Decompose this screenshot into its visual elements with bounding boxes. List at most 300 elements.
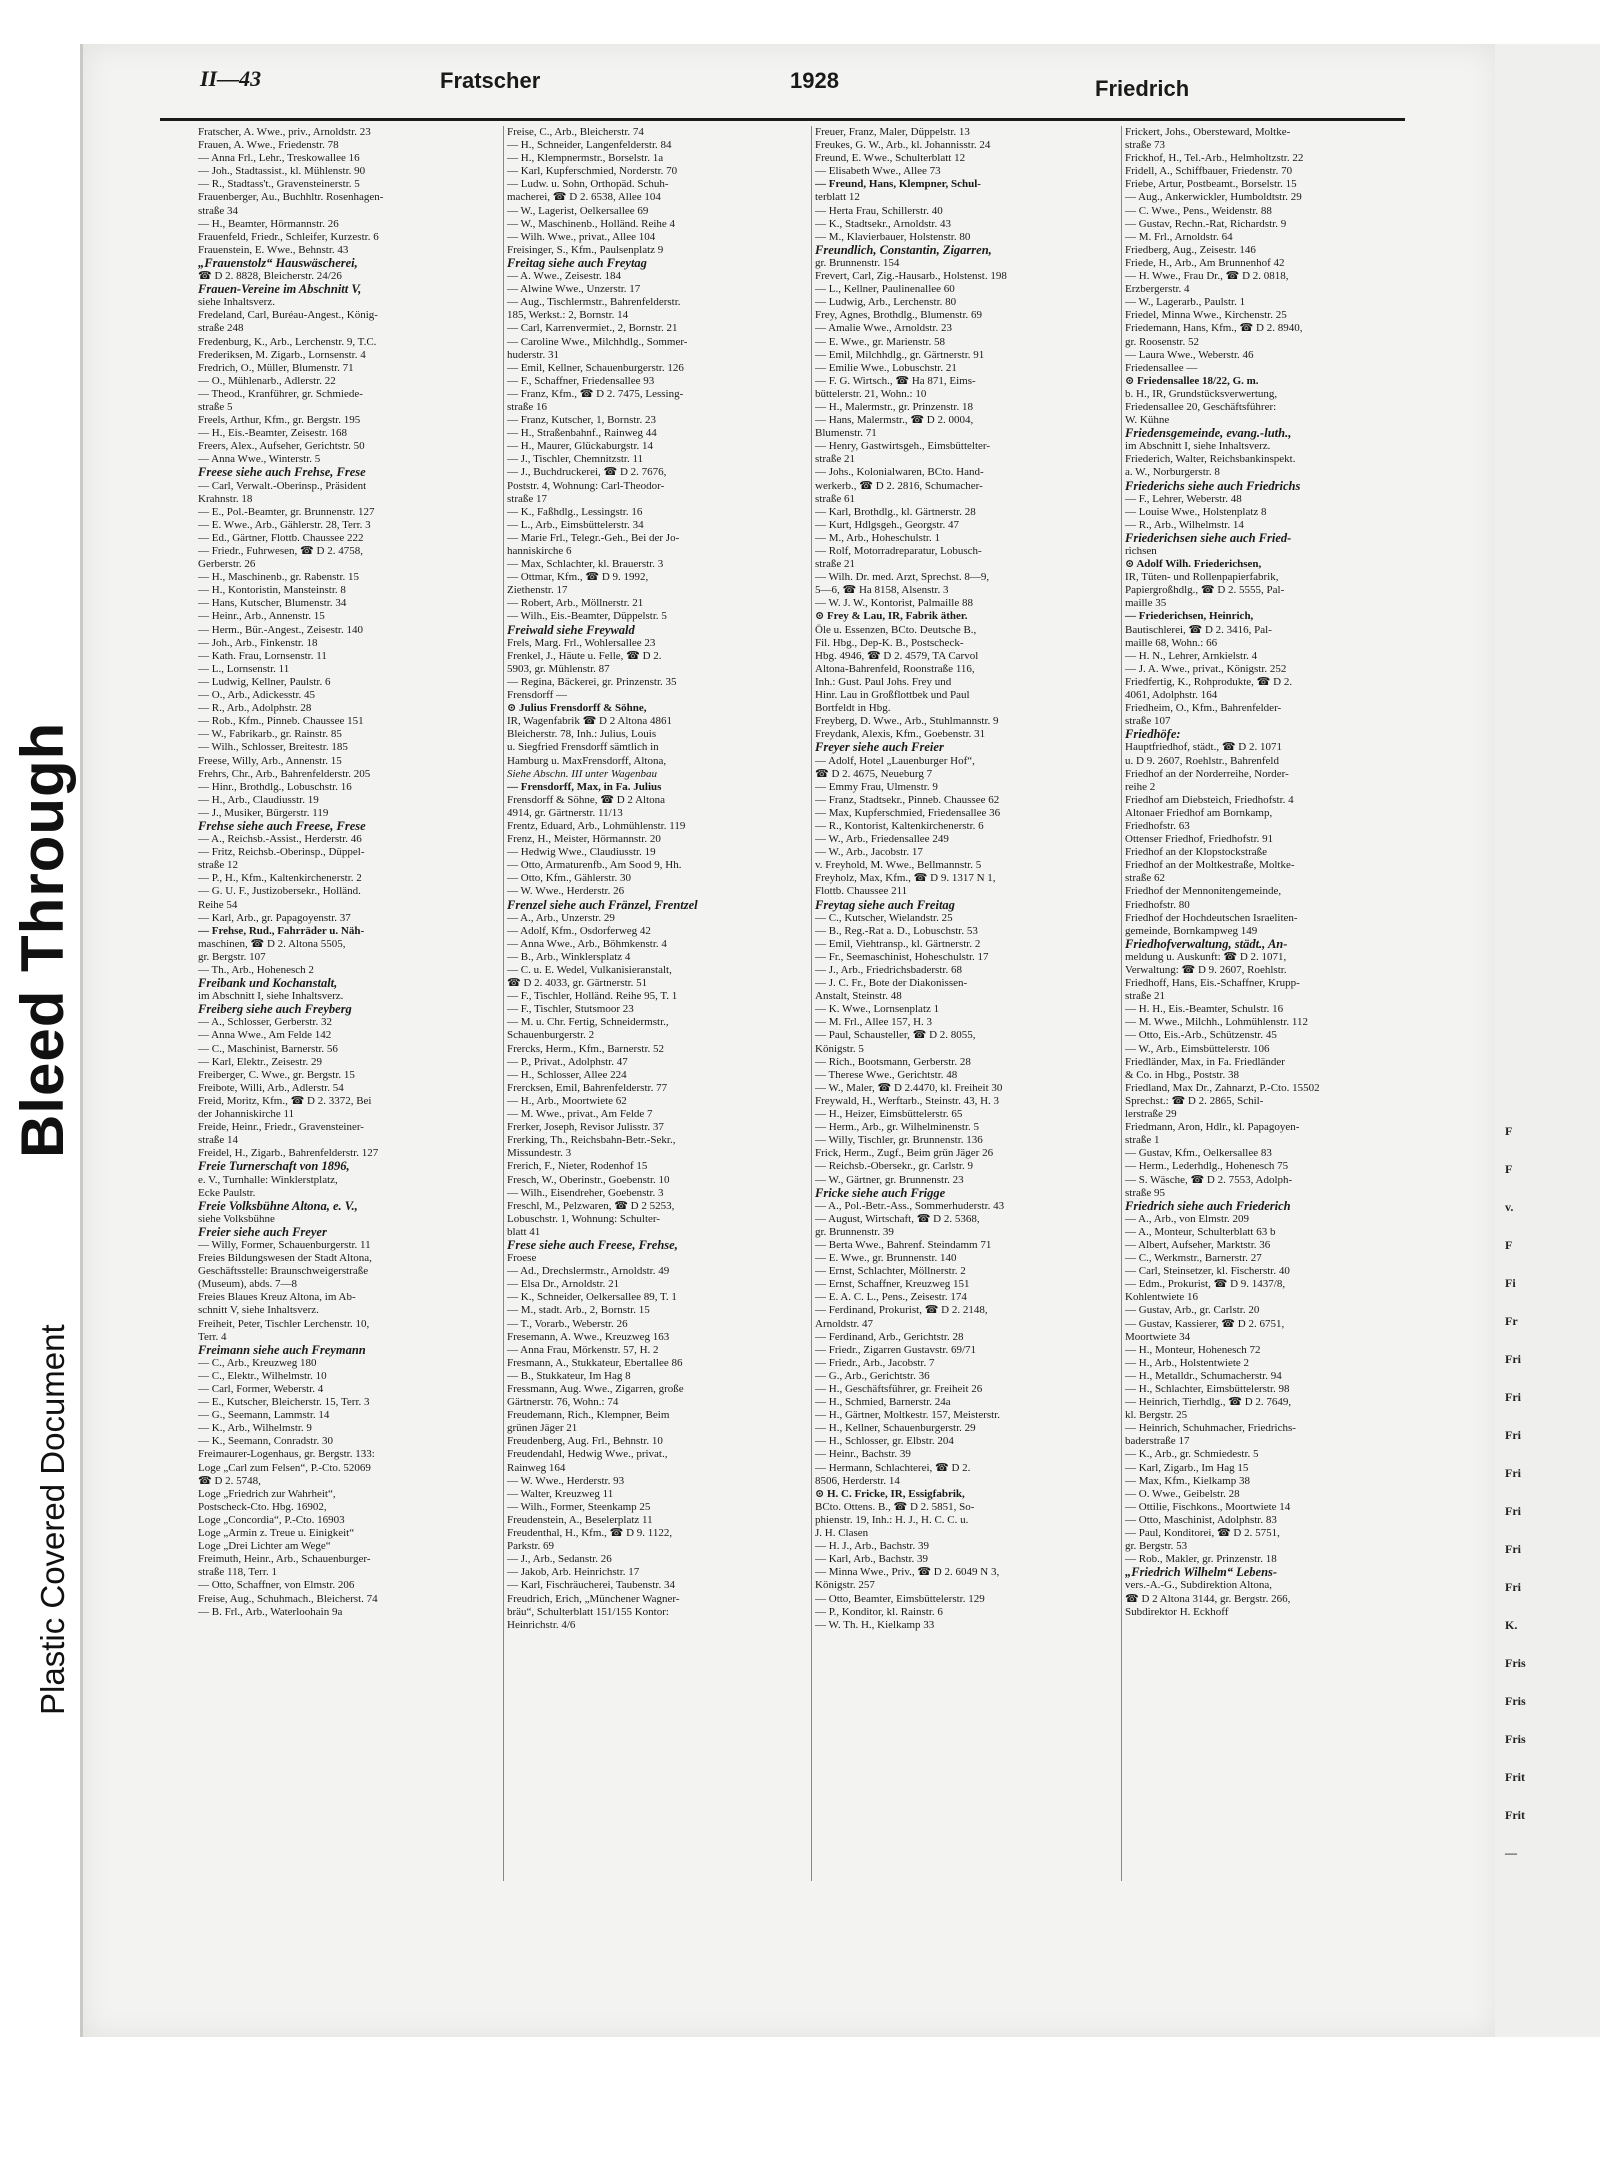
directory-entry: — H., Klempnermstr., Borselstr. 1a bbox=[507, 152, 664, 165]
directory-entry: — Anna Frl., Lehr., Treskowallee 16 bbox=[198, 152, 360, 165]
directory-entry: — Franz, Kutscher, 1, Bornstr. 23 bbox=[507, 414, 656, 427]
directory-entry: — C., Kutscher, Wielandstr. 25 bbox=[815, 911, 953, 924]
directory-entry: Loge „Drei Lichter am Wege“ bbox=[198, 1540, 331, 1553]
directory-entry: Freund, E. Wwe., Schulterblatt 12 bbox=[815, 152, 966, 165]
directory-entry: Freiheit, Peter, Tischler Lerchenstr. 10, bbox=[198, 1317, 370, 1330]
directory-entry: — H., Metalldr., Schumacherstr. 94 bbox=[1125, 1369, 1282, 1382]
directory-entry: 4061, Adolphstr. 164 bbox=[1125, 689, 1218, 702]
directory-entry: Frauenstein, E. Wwe., Behnstr. 43 bbox=[198, 243, 349, 256]
directory-entry: Friedländer, Max, in Fa. Friedländer bbox=[1125, 1055, 1285, 1068]
directory-entry: — Anna Wwe., Am Felde 142 bbox=[198, 1029, 332, 1042]
directory-entry: — C., Maschinist, Barnerstr. 56 bbox=[198, 1042, 338, 1055]
directory-entry: Freie Volksbühne Altona, e. V., bbox=[198, 1199, 358, 1213]
directory-entry: Freudendahl, Hedwig Wwe., privat., bbox=[507, 1448, 668, 1461]
directory-entry: Freimaurer-Logenhaus, gr. Bergstr. 133: bbox=[198, 1448, 375, 1461]
directory-entry: — M., stadt. Arb., 2, Bornstr. 15 bbox=[507, 1304, 650, 1317]
directory-entry: Frenkel, J., Häute u. Felle, ☎ D 2. bbox=[507, 649, 662, 662]
directory-entry: Königstr. 257 bbox=[815, 1579, 875, 1592]
directory-entry: — Gustav, Arb., gr. Carlstr. 20 bbox=[1125, 1304, 1260, 1317]
directory-entry: — Ottmar, Kfm., ☎ D 9. 1992, bbox=[507, 571, 649, 584]
directory-entry: Frevert, Carl, Zig.-Hausarb., Holstenst. 198 bbox=[815, 270, 1007, 283]
directory-entry: — E. Wwe., gr. Marienstr. 58 bbox=[815, 335, 945, 348]
directory-entry: Reihe 54 bbox=[198, 898, 238, 911]
directory-entry: — J., Tischler, Chemnitzstr. 11 bbox=[507, 453, 644, 466]
directory-entry: Fresmann, A., Stukkateur, Ebertallee 86 bbox=[507, 1356, 683, 1369]
directory-entry: — C., Werkmstr., Barnerstr. 27 bbox=[1125, 1252, 1262, 1265]
directory-entry: — W. Wwe., Herderstr. 93 bbox=[507, 1474, 625, 1487]
directory-entry: — H., Geschäftsführer, gr. Freiheit 26 bbox=[815, 1383, 983, 1395]
directory-entry: — J., Arb., Friedrichsbaderstr. 68 bbox=[815, 964, 962, 976]
directory-entry: — Ludwig, Arb., Lerchenstr. 80 bbox=[815, 296, 957, 309]
directory-entry: — W., Arb., Friedensallee 249 bbox=[815, 833, 949, 846]
directory-entry: Frickert, Johs., Obersteward, Moltke- bbox=[1125, 126, 1291, 138]
directory-entry: Freydank, Alexis, Kfm., Goebenstr. 31 bbox=[815, 728, 986, 741]
directory-entry: Frickhof, H., Tel.-Arb., Helmholtzstr. 22 bbox=[1125, 152, 1304, 165]
directory-entry: Terr. 4 bbox=[198, 1330, 227, 1343]
directory-entry: — A., Reichsb.-Assist., Herderstr. 46 bbox=[198, 833, 362, 846]
directory-entry: — H., Kellner, Schauenburgerstr. 29 bbox=[815, 1422, 976, 1435]
column-1 bbox=[198, 126, 503, 1886]
directory-entry: W. Kühne bbox=[1125, 414, 1170, 427]
directory-entry: Freudenthal, H., Kfm., ☎ D 9. 1122, bbox=[507, 1527, 673, 1540]
directory-entry: & Co. in Hbg., Poststr. 38 bbox=[1125, 1068, 1239, 1081]
directory-entry: straße 5 bbox=[198, 400, 233, 413]
directory-entry: — Aug., Tischlermstr., Bahrenfelderstr. bbox=[507, 296, 681, 309]
directory-entry: — Hans, Kutscher, Blumenstr. 34 bbox=[198, 597, 347, 610]
directory-entry: u. Siegfried Frensdorff sämtlich in bbox=[507, 741, 659, 754]
directory-entry: Bortfeldt in Hbg. bbox=[815, 702, 891, 715]
directory-entry: — Ferdinand, Arb., Gerichtstr. 28 bbox=[815, 1330, 964, 1343]
directory-entry: ☎ D 2. 4033, gr. Gärtnerstr. 51 bbox=[507, 977, 648, 990]
directory-entry: werkerb., ☎ D 2. 2816, Schumacher- bbox=[815, 479, 983, 492]
directory-entry: Frercks, Herm., Kfm., Barnerstr. 52 bbox=[507, 1042, 665, 1055]
directory-entry: Freise, Aug., Schuhmach., Bleicherst. 74 bbox=[198, 1592, 378, 1605]
directory-entry: — Albert, Aufseher, Marktstr. 36 bbox=[1125, 1238, 1271, 1251]
directory-entry: — E. Wwe., gr. Brunnenstr. 140 bbox=[815, 1252, 957, 1265]
directory-entry: Missundestr. 3 bbox=[507, 1147, 572, 1160]
directory-entry: Subdirektor H. Eckhoff bbox=[1125, 1605, 1229, 1618]
directory-entry: — Rolf, Motorradreparatur, Lobusch- bbox=[815, 545, 982, 557]
edge-fragment: Fri bbox=[1505, 1580, 1521, 1594]
directory-entry: — B., Reg.-Rat a. D., Lobuschstr. 53 bbox=[815, 924, 978, 937]
adjacent-page-edge bbox=[1495, 44, 1600, 2037]
directory-entry: Freier siehe auch Freyer bbox=[198, 1225, 327, 1239]
directory-entry: — Ludwig, Kellner, Paulstr. 6 bbox=[198, 675, 331, 688]
directory-entry: Fresch, W., Oberinstr., Goebenstr. 10 bbox=[507, 1173, 670, 1186]
directory-entry: — E., Kutscher, Bleicherstr. 15, Terr. 3 bbox=[198, 1396, 370, 1409]
directory-entry: — Willy, Tischler, gr. Brunnenstr. 136 bbox=[815, 1134, 983, 1147]
directory-entry: — R., Stadtass't., Gravensteinerstr. 5 bbox=[198, 178, 360, 191]
directory-entry: Frerker, Joseph, Revisor Julisstr. 37 bbox=[507, 1121, 664, 1134]
directory-entry: Freise, C., Arb., Bleicherstr. 74 bbox=[507, 126, 644, 138]
directory-entry: — Herta Frau, Schillerstr. 40 bbox=[815, 204, 943, 217]
directory-entry: Ziethenstr. 17 bbox=[507, 584, 568, 597]
directory-entry: Friedheim, O., Kfm., Bahrenfelder- bbox=[1125, 702, 1282, 715]
directory-entry: straße 21 bbox=[1125, 990, 1166, 1003]
directory-entry: Freels, Arthur, Kfm., gr. Bergstr. 195 bbox=[198, 414, 361, 427]
directory-entry: gr. Brunnenstr. 154 bbox=[815, 256, 900, 269]
directory-entry: Hauptfriedhof, städt., ☎ D 2. 1071 bbox=[1125, 741, 1282, 754]
directory-entry: Frenzel siehe auch Fränzel, Frentzel bbox=[507, 898, 698, 912]
directory-entry: — B., Arb., Winklersplatz 4 bbox=[507, 950, 631, 963]
directory-entry: richsen bbox=[1125, 545, 1157, 557]
directory-entry: a. W., Norburgerstr. 8 bbox=[1125, 466, 1220, 479]
column-separator bbox=[811, 126, 812, 1881]
directory-entry: Friebe, Artur, Postbeamt., Borselstr. 15 bbox=[1125, 178, 1297, 191]
directory-entry: Öle u. Essenzen, BCto. Deutsche B., bbox=[815, 623, 977, 636]
directory-entry: — Jakob, Arb. Heinrichstr. 17 bbox=[507, 1566, 640, 1579]
directory-entry: — Frehse, Rud., Fahrräder u. Näh- bbox=[198, 924, 365, 937]
directory-entry: Friedensallee — bbox=[1125, 361, 1198, 374]
directory-entry: Freibank und Kochanstalt, bbox=[198, 977, 338, 991]
edge-fragment: F bbox=[1505, 1124, 1513, 1138]
directory-entry: — E. Wwe., Arb., Gählerstr. 28, Terr. 3 bbox=[198, 518, 371, 531]
directory-entry: — Ernst, Schaffner, Kreuzweg 151 bbox=[815, 1278, 970, 1291]
header-first-name: Fratscher bbox=[440, 68, 541, 93]
directory-entry: 4914, gr. Gärtnerstr. 11/13 bbox=[507, 806, 623, 819]
directory-entry: — Hans, Malermstr., ☎ D 2. 0004, bbox=[815, 414, 974, 427]
directory-entry: Friedhof der Mennonitengemeinde, bbox=[1125, 885, 1282, 898]
directory-entry: — H., Schlosser, gr. Elbstr. 204 bbox=[815, 1435, 954, 1448]
directory-entry: straße 1 bbox=[1125, 1134, 1160, 1147]
directory-entry: — Karl, Brothdlg., kl. Gärtnerstr. 28 bbox=[815, 505, 976, 518]
directory-entry: Freiberger, C. Wwe., gr. Bergstr. 15 bbox=[198, 1068, 355, 1081]
directory-entry: — Henry, Gastwirtsgeh., Eimsbüttelter- bbox=[815, 440, 991, 453]
directory-entry: macherei, ☎ D 2. 6538, Allee 104 bbox=[507, 191, 661, 204]
directory-entry: 5—6, ☎ Ha 8158, Alsenstr. 3 bbox=[815, 584, 949, 597]
directory-entry: Fredenburg, K., Arb., Lerchenstr. 9, T.C. bbox=[198, 335, 377, 348]
directory-entry: straße 62 bbox=[1125, 872, 1166, 885]
directory-entry: gr. Bergstr. 53 bbox=[1125, 1540, 1188, 1553]
directory-entry: — Fr., Seemaschinist, Hoheschulstr. 17 bbox=[815, 950, 989, 963]
directory-entry: — H., Monteur, Hohenesch 72 bbox=[1125, 1343, 1261, 1356]
directory-entry: — Gustav, Kassierer, ☎ D 2. 6751, bbox=[1125, 1317, 1285, 1330]
directory-entry: Ottenser Friedhof, Friedhofstr. 91 bbox=[1125, 833, 1274, 846]
directory-entry: Friedhof am Diebsteich, Friedhofstr. 4 bbox=[1125, 793, 1294, 806]
directory-entry: Friedhof der Hochdeutschen Israeliten- bbox=[1125, 911, 1298, 924]
directory-entry: — L., Lornsenstr. 11 bbox=[198, 662, 290, 675]
edge-fragment: — bbox=[1505, 1846, 1517, 1860]
directory-entry: siehe Volksbühne bbox=[198, 1212, 275, 1225]
directory-entry: — Laura Wwe., Weberstr. 46 bbox=[1125, 348, 1254, 361]
directory-entry: Froese bbox=[507, 1252, 537, 1265]
directory-entry: Bleicherstr. 78, Inh.: Julius, Louis bbox=[507, 728, 657, 741]
directory-entry: straße 16 bbox=[507, 400, 548, 413]
directory-entry: Freyholz, Max, Kfm., ☎ D 9. 1317 N 1, bbox=[815, 872, 996, 885]
directory-entry: — Willy, Former, Schauenburgerstr. 11 bbox=[198, 1238, 371, 1251]
directory-entry: Freimuth, Heinr., Arb., Schauenburger- bbox=[198, 1553, 371, 1566]
directory-entry: — A., Monteur, Schulterblatt 63 b bbox=[1125, 1225, 1276, 1238]
directory-entry: Friedhofverwaltung, städt., An- bbox=[1125, 937, 1288, 951]
directory-entry: straße 17 bbox=[507, 492, 548, 505]
directory-entry: Sprechst.: ☎ D 2. 2865, Schil- bbox=[1125, 1094, 1264, 1107]
directory-entry: Frese siehe auch Freese, Frehse, bbox=[507, 1238, 678, 1252]
directory-entry: Friedhof an der Norderreihe, Norder- bbox=[1125, 767, 1289, 780]
directory-entry: terblatt 12 bbox=[815, 191, 860, 204]
directory-entry: gr. Brunnenstr. 39 bbox=[815, 1225, 894, 1238]
directory-entry: — Friederichsen, Heinrich, bbox=[1125, 610, 1254, 623]
directory-entry: Friederich, Walter, Reichsbankinspekt. bbox=[1125, 453, 1296, 466]
directory-entry: Frerich, F., Nieter, Rodenhof 15 bbox=[507, 1160, 648, 1173]
directory-entry: — Regina, Bäckerei, gr. Prinzenstr. 35 bbox=[507, 675, 677, 688]
directory-entry: — Paul, Schausteller, ☎ D 2. 8055, bbox=[815, 1029, 976, 1042]
directory-entry: ☎ D 2 Altona 3144, gr. Bergstr. 266, bbox=[1125, 1592, 1291, 1605]
directory-entry: Friedmann, Aron, Hdlr., kl. Papagoyen- bbox=[1125, 1121, 1300, 1134]
directory-entry: (Museum), abds. 7—8 bbox=[198, 1278, 297, 1291]
directory-entry: — Wilh. Dr. med. Arzt, Sprechst. 8—9, bbox=[815, 571, 990, 584]
directory-entry: — H., Schmied, Barnerstr. 24a bbox=[815, 1396, 951, 1409]
directory-entry: Hbg. 4946, ☎ D 2. 4579, TA Carvol bbox=[815, 649, 979, 662]
directory-entry: Krahnstr. 18 bbox=[198, 492, 253, 505]
directory-entry: Friedfertig, K., Rohprodukte, ☎ D 2. bbox=[1125, 675, 1293, 688]
directory-entry: — Carl, Steinsetzer, kl. Fischerstr. 40 bbox=[1125, 1265, 1290, 1278]
directory-entry: ⊙ Adolf Wilh. Friederichsen, bbox=[1125, 558, 1262, 571]
directory-entry: — O., Arb., Adickesstr. 45 bbox=[198, 689, 316, 702]
directory-entry: — Wilh., Eis.-Beamter, Düppelstr. 5 bbox=[507, 610, 667, 623]
directory-entry: — Heinr., Bachstr. 39 bbox=[815, 1448, 911, 1461]
directory-entry: — Emilie Wwe., Lobuschstr. 21 bbox=[815, 361, 957, 374]
directory-entry: Freies Blaues Kreuz Altona, im Ab- bbox=[198, 1291, 356, 1304]
directory-entry: — Herm., Bür.-Angest., Zeisestr. 140 bbox=[198, 623, 363, 636]
directory-entry: — Rob., Makler, gr. Prinzenstr. 18 bbox=[1125, 1553, 1277, 1566]
directory-entry: — J., Musiker, Bürgerstr. 119 bbox=[198, 806, 329, 819]
directory-entry: — Carl, Karrenvermiet., 2, Bornstr. 21 bbox=[507, 322, 678, 335]
directory-entry: — Adolf, Kfm., Osdorferweg 42 bbox=[507, 924, 651, 937]
directory-entry: Freiwald siehe Freywald bbox=[507, 623, 635, 637]
edge-fragment: F bbox=[1505, 1162, 1513, 1176]
directory-entry: — Kath. Frau, Lornsenstr. 11 bbox=[198, 649, 327, 662]
directory-entry: Friedberg, Aug., Zeisestr. 146 bbox=[1125, 243, 1256, 256]
directory-entry: Freidel, H., Zigarb., Bahrenfelderstr. 127 bbox=[198, 1147, 379, 1160]
directory-entry: — F., Lehrer, Weberstr. 48 bbox=[1125, 492, 1242, 505]
directory-entry: v. Freyhold, M. Wwe., Bellmannstr. 5 bbox=[815, 859, 982, 872]
directory-entry: grünen Jäger 21 bbox=[507, 1422, 578, 1435]
directory-entry: — Adolf, Hotel „Lauenburger Hof“, bbox=[815, 754, 975, 767]
directory-entry: — G., Seemann, Lammstr. 14 bbox=[198, 1409, 330, 1422]
directory-entry: Freid, Moritz, Kfm., ☎ D 2. 3372, Bei bbox=[198, 1094, 372, 1107]
directory-entry: Frensdorff — bbox=[507, 689, 567, 702]
directory-entry: straße 12 bbox=[198, 859, 239, 872]
directory-entry: Friedhof an der Klopstockstraße bbox=[1125, 846, 1268, 859]
directory-entry: — Therese Wwe., Gerichtstr. 48 bbox=[815, 1068, 958, 1081]
directory-entry: Friedhofstr. 63 bbox=[1125, 819, 1190, 832]
directory-entry: — Th., Arb., Hohenesch 2 bbox=[198, 964, 314, 976]
directory-entry: — Franz, Kfm., ☎ D 2. 7475, Lessing- bbox=[507, 387, 684, 400]
directory-entry: Gärtnerstr. 76, Wohn.: 74 bbox=[507, 1396, 619, 1409]
directory-entry: Freide, Heinr., Friedr., Gravensteiner- bbox=[198, 1121, 364, 1134]
directory-entry: — H., Schlosser, Allee 224 bbox=[507, 1068, 627, 1081]
directory-entry: — O., Mühlenarb., Adlerstr. 22 bbox=[198, 374, 336, 387]
directory-entry: — A., Arb., von Elmstr. 209 bbox=[1125, 1212, 1250, 1225]
directory-entry: blatt 41 bbox=[507, 1225, 541, 1238]
directory-entry: Loge „Friedrich zur Wahrheit“, bbox=[198, 1487, 336, 1500]
directory-entry: büttelerstr. 21, Wohn.: 10 bbox=[815, 387, 927, 400]
directory-entry: Heinrichstr. 4/6 bbox=[507, 1618, 576, 1631]
directory-entry: — F. G. Wirtsch., ☎ Ha 871, Eims- bbox=[815, 374, 976, 387]
directory-entry: Frentz, Eduard, Arb., Lohmühlenstr. 119 bbox=[507, 819, 686, 832]
bleed-through-label: Bleed Through bbox=[9, 721, 76, 1158]
directory-entry: Gerberstr. 26 bbox=[198, 558, 256, 571]
directory-entry: Arnoldstr. 47 bbox=[815, 1317, 874, 1330]
directory-entry: — Otto, Beamter, Eimsbüttelerstr. 129 bbox=[815, 1592, 985, 1605]
directory-entry: Flottb. Chaussee 211 bbox=[815, 885, 908, 898]
directory-entry: Freiberg siehe auch Freyberg bbox=[198, 1003, 352, 1017]
directory-entry: Loge „Concordia“, P.-Cto. 16903 bbox=[198, 1513, 345, 1526]
directory-entry: Frenz, H., Meister, Hörmannstr. 20 bbox=[507, 833, 661, 846]
directory-entry: Friedhöfe: bbox=[1125, 728, 1181, 742]
directory-entry: — A., Pol.-Betr.-Ass., Sommerhuderstr. 43 bbox=[815, 1199, 1005, 1212]
edge-fragment: Fi bbox=[1505, 1276, 1516, 1290]
directory-entry: Friedensgemeinde, evang.-luth., bbox=[1125, 427, 1292, 441]
directory-entry: — Max, Schlachter, kl. Brauerstr. 3 bbox=[507, 558, 664, 571]
directory-entry: Freschl, M., Pelzwaren, ☎ D 2 5253, bbox=[507, 1199, 675, 1212]
directory-entry: — B. Frl., Arb., Waterloohain 9a bbox=[198, 1605, 343, 1618]
directory-entry: — August, Wirtschaft, ☎ D 2. 5368, bbox=[815, 1212, 980, 1225]
directory-entry: Freundlich, Constantin, Zigarren, bbox=[815, 243, 992, 257]
column-separator bbox=[503, 126, 504, 1881]
directory-entry: ⊙ Julius Frensdorff & Söhne, bbox=[507, 702, 647, 715]
directory-entry: — Minna Wwe., Priv., ☎ D 2. 6049 N 3, bbox=[815, 1566, 1000, 1579]
directory-entry: — C., Arb., Kreuzweg 180 bbox=[198, 1356, 317, 1369]
directory-entry: Friedrich siehe auch Friederich bbox=[1125, 1199, 1291, 1213]
directory-entry: — F., Tischler, Holländ. Reihe 95, T. 1 bbox=[507, 990, 678, 1003]
directory-entry: — Friedr., Zigarren Gustavstr. 69/71 bbox=[815, 1343, 977, 1356]
directory-entry: — Franz, Stadtsekr., Pinneb. Chaussee 62 bbox=[815, 793, 1000, 806]
directory-entry: ⊙ Frey & Lau, IR, Fabrik äther. bbox=[815, 610, 968, 623]
directory-entry: vers.-A.-G., Subdirektion Altona, bbox=[1125, 1579, 1272, 1592]
directory-entry: Anstalt, Steinstr. 48 bbox=[815, 990, 902, 1003]
directory-entry: — S. Wäsche, ☎ D 2. 7553, Adolph- bbox=[1125, 1173, 1293, 1186]
directory-entry: — Emmy Frau, Ulmenstr. 9 bbox=[815, 780, 938, 793]
edge-fragment: F bbox=[1505, 1238, 1513, 1252]
edge-fragment: Fri bbox=[1505, 1504, 1521, 1518]
directory-entry: — K., Arb., Wilhelmstr. 9 bbox=[198, 1422, 312, 1435]
directory-entry: Friederichsen siehe auch Fried- bbox=[1125, 531, 1292, 545]
directory-entry: Frauenberger, Au., Buchhltr. Rosenhagen- bbox=[198, 191, 384, 204]
directory-entry: Königstr. 5 bbox=[815, 1042, 864, 1055]
directory-entry: Freyberg, D. Wwe., Arb., Stuhlmannstr. 9 bbox=[815, 715, 999, 728]
directory-entry: Friederichs siehe auch Friedrichs bbox=[1125, 479, 1301, 493]
directory-entry: 5903, gr. Mühlenstr. 87 bbox=[507, 662, 610, 675]
directory-entry: — Anna Wwe., Arb., Böhmkenstr. 4 bbox=[507, 937, 667, 950]
directory-entry: Freimann siehe auch Freymann bbox=[198, 1343, 366, 1357]
directory-entry: — K., Arb., gr. Schmiedestr. 5 bbox=[1125, 1448, 1259, 1461]
directory-entry: — Karl, Arb., gr. Papagoyenstr. 37 bbox=[198, 911, 351, 924]
directory-entry: Frauenfeld, Friedr., Schleifer, Kurzestr. 6 bbox=[198, 230, 379, 243]
directory-entry: — W., Lagerarb., Paulstr. 1 bbox=[1125, 296, 1246, 309]
directory-entry: 8506, Herderstr. 14 bbox=[815, 1474, 900, 1487]
directory-entry: — W., Maler, ☎ D 2.4470, kl. Freiheit 30 bbox=[815, 1081, 1003, 1094]
directory-entry: — M. u. Chr. Fertig, Schneidermstr., bbox=[507, 1016, 669, 1029]
directory-entry: lerstraße 29 bbox=[1125, 1108, 1177, 1121]
directory-entry: Frauen-Vereine im Abschnitt V, bbox=[198, 283, 362, 297]
directory-entry: straße 107 bbox=[1125, 715, 1171, 728]
directory-entry: Freudenberg, Aug. Frl., Behnstr. 10 bbox=[507, 1435, 663, 1448]
directory-entry: IR, Wagenfabrik ☎ D 2 Altona 4861 bbox=[507, 715, 673, 728]
directory-entry: — J., Arb., Sedanstr. 26 bbox=[507, 1553, 612, 1566]
page-number: II—43 bbox=[200, 66, 262, 91]
directory-entry: — J. A. Wwe., privat., Königstr. 252 bbox=[1125, 662, 1287, 675]
directory-entry: — Ed., Gärtner, Flottb. Chaussee 222 bbox=[198, 531, 364, 544]
directory-entry: Geschäftsstelle: Braunschweigerstraße bbox=[198, 1265, 369, 1278]
directory-entry: — W., Arb., Jacobstr. 17 bbox=[815, 846, 923, 859]
directory-entry: — H. J., Arb., Bachstr. 39 bbox=[815, 1540, 929, 1553]
directory-entry: b. H., IR, Grundstücksverwertung, bbox=[1125, 387, 1278, 400]
directory-entry: — W. J. W., Kontorist, Palmaille 88 bbox=[815, 597, 973, 610]
directory-entry: Freywald, H., Werftarb., Steinstr. 43, H. 3 bbox=[815, 1094, 1000, 1107]
directory-entry: — Berta Wwe., Bahrenf. Steindamm 71 bbox=[815, 1238, 992, 1251]
directory-entry: Freie Turnerschaft von 1896, bbox=[198, 1160, 350, 1174]
directory-entry: im Abschnitt I, siehe Inhaltsverz. bbox=[1125, 440, 1271, 453]
directory-entry: — R., Kontorist, Kaltenkirchenerstr. 6 bbox=[815, 819, 984, 832]
directory-entry: straße 21 bbox=[815, 558, 856, 571]
directory-entry: — Kurt, Hdlgsgeh., Georgstr. 47 bbox=[815, 518, 960, 531]
directory-entry: Kohlentwiete 16 bbox=[1125, 1291, 1199, 1304]
directory-entry: Hamburg u. MaxFrensdorff, Altona, bbox=[507, 754, 667, 767]
directory-entry: — M. Frl., Arnoldstr. 64 bbox=[1125, 230, 1233, 243]
directory-entry: — M. Frl., Allee 157, H. 3 bbox=[815, 1016, 933, 1029]
directory-entry: — C., Elektr., Wilhelmstr. 10 bbox=[198, 1369, 327, 1382]
directory-entry: — Karl, Fischräucherei, Taubenstr. 34 bbox=[507, 1579, 675, 1592]
directory-entry: meldung u. Auskunft: ☎ D 2. 1071, bbox=[1125, 950, 1287, 963]
directory-entry: — Karl, Elektr., Zeisestr. 29 bbox=[198, 1055, 323, 1068]
directory-entry: Friedel, Minna Wwe., Kirchenstr. 25 bbox=[1125, 309, 1287, 322]
directory-entry: Loge „Armin z. Treue u. Einigkeit“ bbox=[198, 1527, 355, 1540]
directory-entry: Schauenburgerstr. 2 bbox=[507, 1029, 595, 1042]
directory-entry: — Heinrich, Schuhmacher, Friedrichs- bbox=[1125, 1422, 1296, 1435]
directory-entry: Frey, Agnes, Brothdlg., Blumenstr. 69 bbox=[815, 309, 983, 322]
header-year: 1928 bbox=[790, 68, 839, 93]
directory-entry: Freese, Willy, Arb., Annenstr. 15 bbox=[198, 754, 342, 767]
directory-entry: — W., Fabrikarb., gr. Rainstr. 85 bbox=[198, 728, 342, 741]
directory-entry: — A. Wwe., Zeisestr. 184 bbox=[507, 270, 622, 283]
directory-entry: — Wilh. Wwe., privat., Allee 104 bbox=[507, 230, 656, 243]
directory-entry: — R., Arb., Wilhelmstr. 14 bbox=[1125, 518, 1244, 531]
directory-entry: straße 95 bbox=[1125, 1186, 1166, 1199]
edge-fragment: Fris bbox=[1505, 1656, 1526, 1670]
directory-entry: — Max, Kfm., Kielkamp 38 bbox=[1125, 1474, 1250, 1487]
directory-entry: — Hinr., Brothdlg., Lobuschstr. 16 bbox=[198, 780, 352, 793]
directory-entry: — Herm., Arb., gr. Wilhelminenstr. 5 bbox=[815, 1121, 980, 1134]
directory-entry: — K., Seemann, Conradstr. 30 bbox=[198, 1435, 334, 1448]
directory-entry: — H., Schlachter, Eimsbüttelerstr. 98 bbox=[1125, 1383, 1290, 1395]
directory-entry: — W., Gärtner, gr. Brunnenstr. 23 bbox=[815, 1173, 964, 1186]
directory-entry: der Johanniskirche 11 bbox=[198, 1108, 295, 1121]
directory-entry: — Wilh., Eisendreher, Goebenstr. 3 bbox=[507, 1186, 664, 1199]
directory-entry: 185, Werkst.: 2, Bornstr. 14 bbox=[507, 309, 629, 322]
directory-entry: — L., Arb., Eimsbüttelerstr. 34 bbox=[507, 518, 644, 531]
directory-entry: Fridell, A., Schiffbauer, Friedenstr. 70 bbox=[1125, 165, 1293, 178]
directory-entry: — Caroline Wwe., Milchhdlg., Sommer- bbox=[507, 335, 688, 348]
directory-entry: — Theod., Kranführer, gr. Schmiede- bbox=[198, 387, 363, 400]
directory-entry: Moortwiete 34 bbox=[1125, 1330, 1191, 1343]
directory-entry: — H., Kontoristin, Mansteinstr. 8 bbox=[198, 584, 346, 597]
directory-entry: maschinen, ☎ D 2. Altona 5505, bbox=[198, 937, 346, 950]
directory-entry: — Elisabeth Wwe., Allee 73 bbox=[815, 165, 941, 178]
directory-entry: Friedland, Max Dr., Zahnarzt, P.-Cto. 15502 bbox=[1125, 1081, 1320, 1094]
directory-entry: maille 35 bbox=[1125, 597, 1167, 610]
directory-entry: Fratscher, A. Wwe., priv., Arnoldstr. 23 bbox=[198, 126, 371, 138]
directory-entry: — Alwine Wwe., Unzerstr. 17 bbox=[507, 283, 641, 296]
directory-entry: gr. Bergstr. 107 bbox=[198, 950, 266, 963]
directory-entry: schnitt V, siehe Inhaltsverz. bbox=[198, 1304, 319, 1317]
directory-entry: — H., Beamter, Hörmannstr. 26 bbox=[198, 217, 339, 230]
edge-fragment: Fri bbox=[1505, 1428, 1521, 1442]
directory-entry: — J. C. Fr., Bote der Diakonissen- bbox=[815, 977, 968, 990]
directory-entry: — J., Buchdruckerei, ☎ D 2. 7676, bbox=[507, 466, 667, 479]
directory-entry: — Otto, Armaturenfb., Am Sood 9, Hh. bbox=[507, 859, 682, 872]
directory-entry: — H. H., Eis.-Beamter, Schulstr. 16 bbox=[1125, 1003, 1284, 1016]
